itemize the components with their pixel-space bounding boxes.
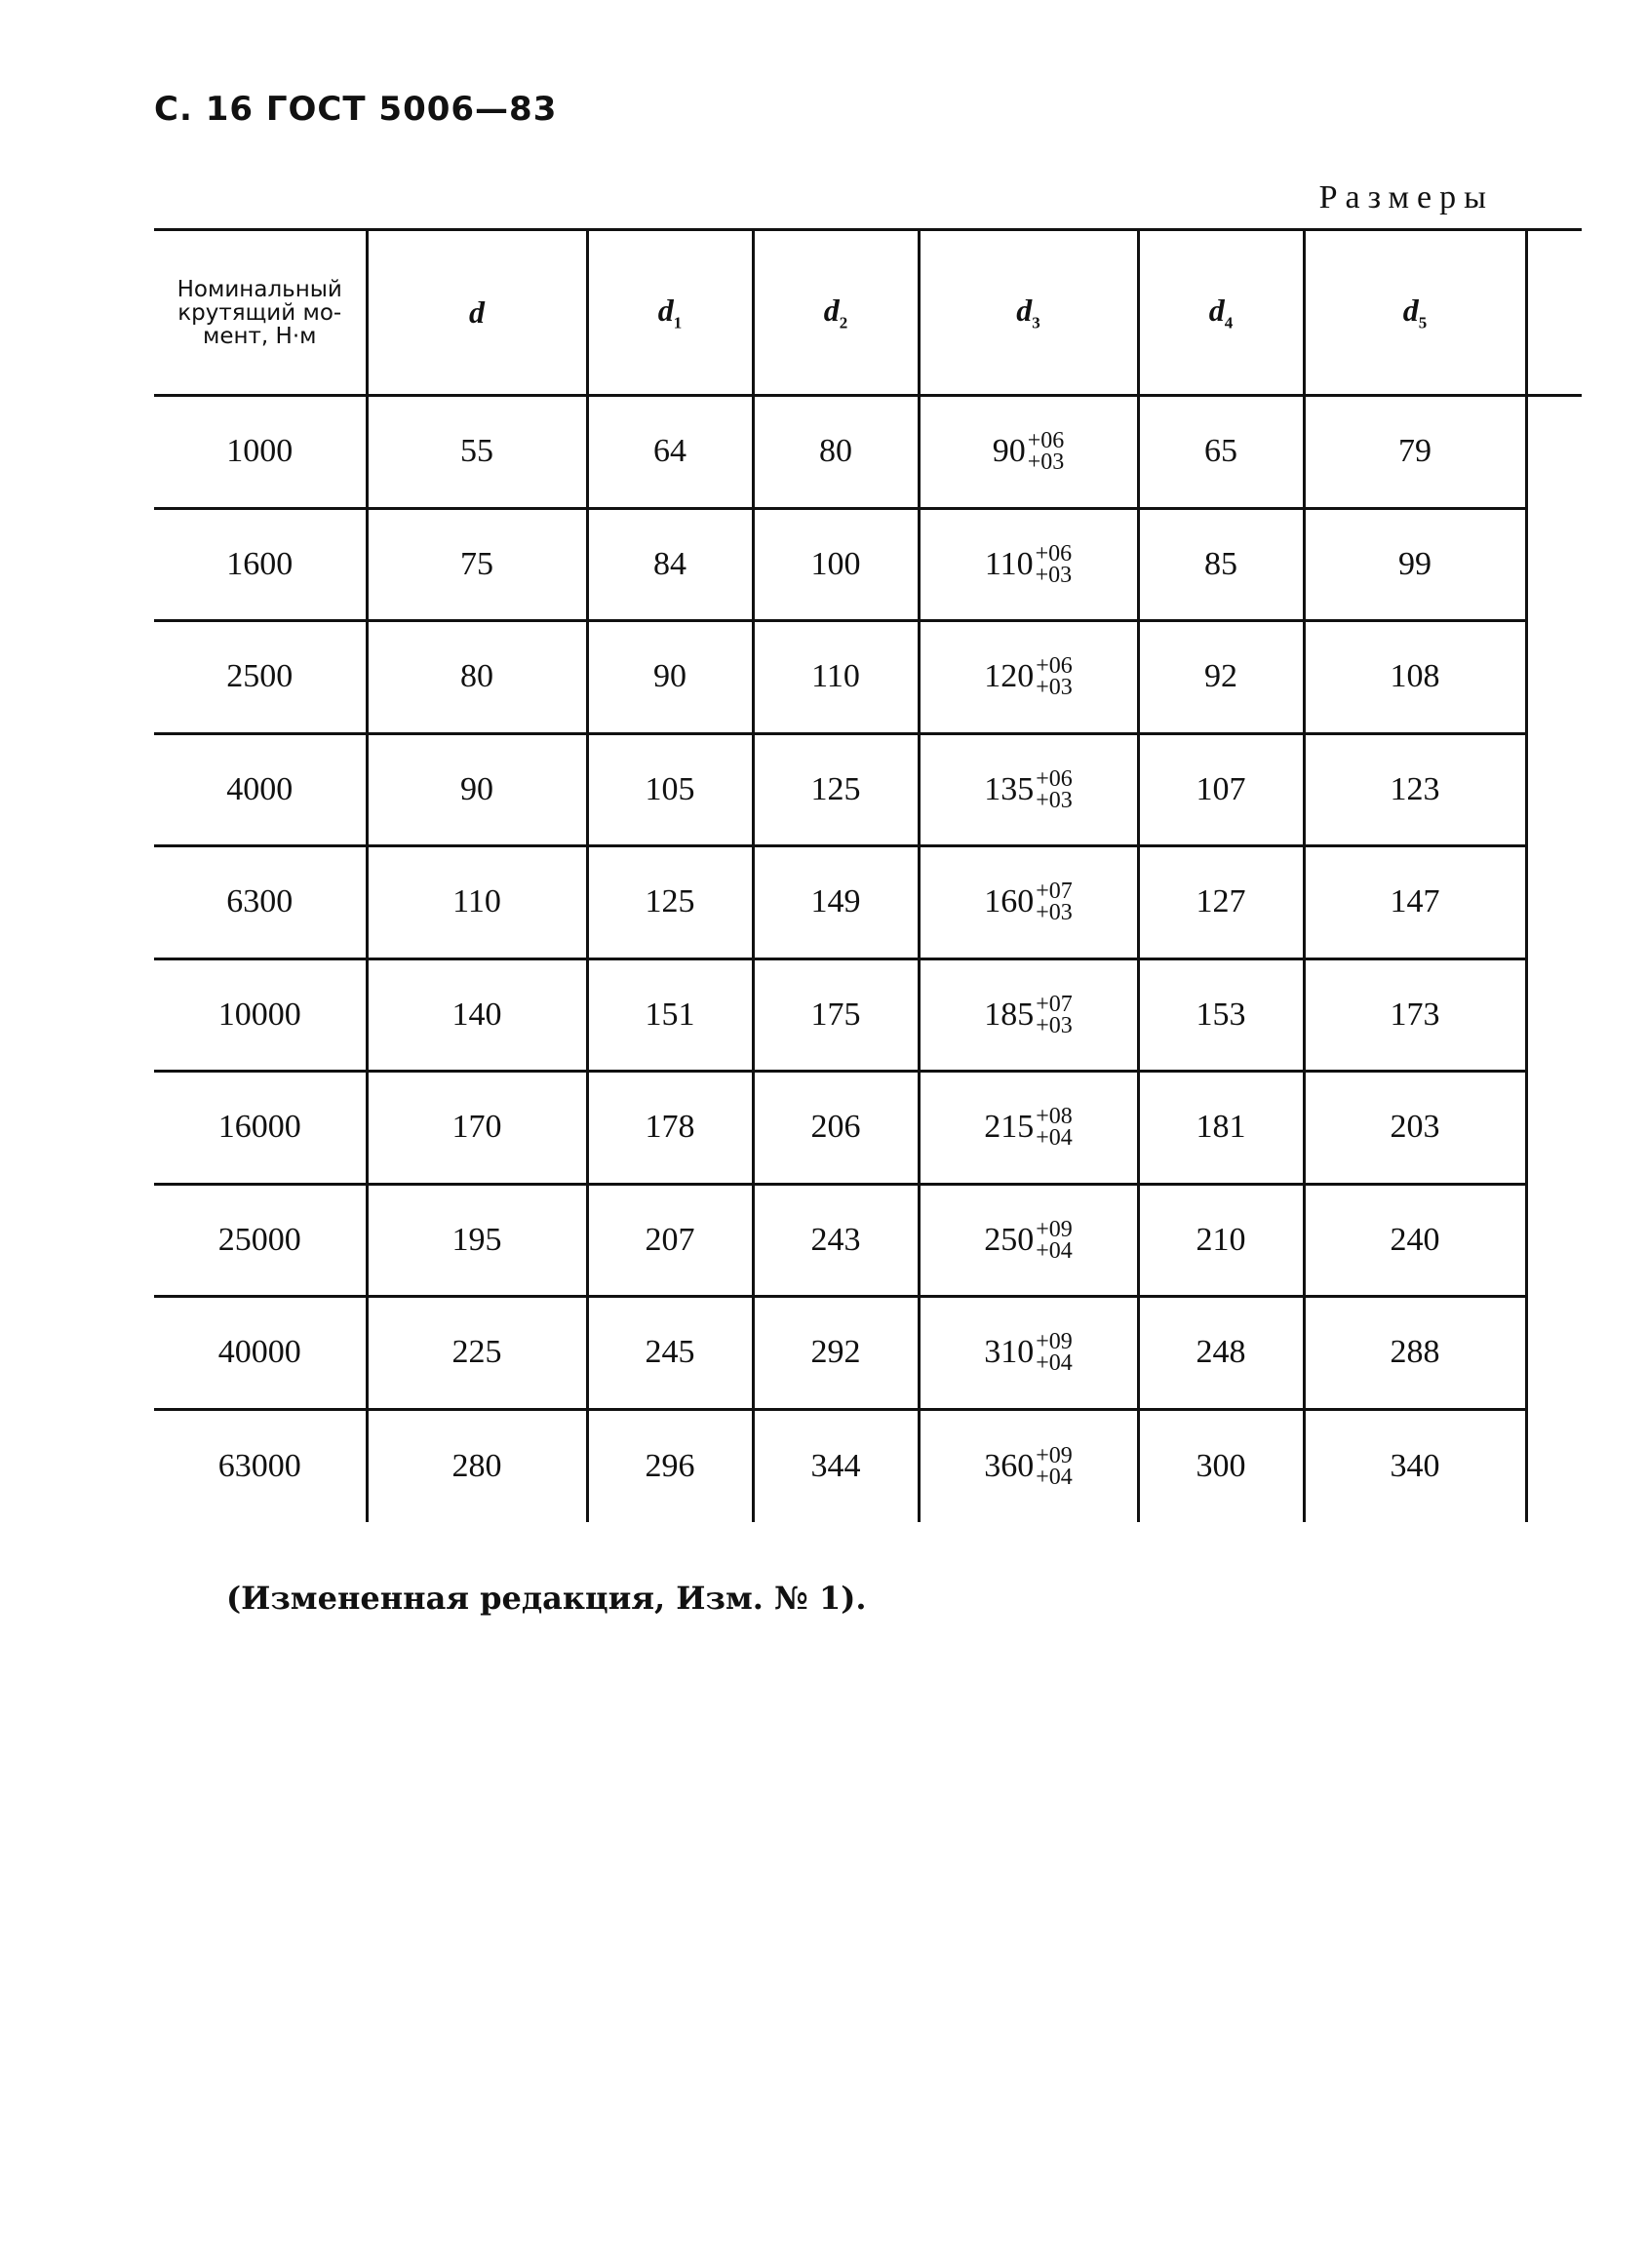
d3-value-with-tolerance: [984, 991, 1073, 1038]
header-d4-symbol: d: [1208, 292, 1225, 328]
header-d3-subscript: 3: [1032, 313, 1040, 332]
table-row: [154, 958, 1582, 1072]
cell-d2: 100: [753, 508, 919, 621]
d3-upper-deviation: +06: [1035, 540, 1073, 567]
cell-d1: 151: [587, 958, 753, 1072]
cell-d4: 107: [1138, 733, 1304, 846]
cell-d4: 85: [1138, 508, 1304, 621]
cell-d4: 127: [1138, 846, 1304, 959]
d3-value-with-tolerance: [984, 540, 1073, 588]
d3-upper-deviation: +06: [1036, 765, 1073, 792]
d3-tolerance: [1036, 765, 1073, 813]
cell-d3: [919, 396, 1138, 509]
cell-d2: 292: [753, 1297, 919, 1410]
cell-torque: 25000: [154, 1184, 367, 1297]
d3-base-value: 215: [984, 1109, 1035, 1146]
table-row: [154, 1297, 1582, 1410]
d3-tolerance: [1036, 1104, 1073, 1152]
d3-value-with-tolerance: [984, 1329, 1073, 1377]
header-d4: [1138, 230, 1304, 396]
cell-d5: 288: [1304, 1297, 1526, 1410]
d3-lower-deviation: +03: [1036, 675, 1073, 701]
cell-d5: 173: [1304, 958, 1526, 1072]
cell-d: 110: [367, 846, 587, 959]
header-d5-subscript: 5: [1418, 313, 1428, 332]
cell-torque: 10000: [154, 958, 367, 1072]
cell-d2: 243: [753, 1184, 919, 1297]
cell-d: 280: [367, 1409, 587, 1522]
cell-d2: 175: [753, 958, 919, 1072]
cell-torque: 1600: [154, 508, 367, 621]
blank-cell: [1526, 733, 1582, 846]
d3-base-value: 120: [984, 658, 1035, 695]
cell-d3: [919, 508, 1138, 621]
cell-d2: 206: [753, 1072, 919, 1185]
cell-d5: 123: [1304, 733, 1526, 846]
d3-value-with-tolerance: [984, 1216, 1073, 1264]
table-row: [154, 1184, 1582, 1297]
cell-d2: 125: [753, 733, 919, 846]
cell-d3: [919, 733, 1138, 846]
cell-d4: 248: [1138, 1297, 1304, 1410]
cell-d4: 92: [1138, 621, 1304, 734]
blank-cell: [1526, 508, 1582, 621]
d3-upper-deviation: +07: [1036, 879, 1073, 905]
cell-d5: 79: [1304, 396, 1526, 509]
d3-tolerance: [1036, 1216, 1073, 1264]
d3-upper-deviation: +06: [1027, 428, 1065, 454]
page-header: С. 16 ГОСТ 5006—83: [154, 90, 558, 129]
header-d: [367, 230, 587, 396]
cell-d4: 210: [1138, 1184, 1304, 1297]
cell-d: 80: [367, 621, 587, 734]
blank-cell: [1526, 1072, 1582, 1185]
header-nominal-torque: [154, 230, 367, 396]
blank-cell: [1526, 958, 1582, 1072]
d3-base-value: 360: [984, 1447, 1035, 1484]
blank-cell: [1526, 846, 1582, 959]
table-row: [154, 1072, 1582, 1185]
cell-d4: 65: [1138, 396, 1304, 509]
cell-d5: 99: [1304, 508, 1526, 621]
table-row: [154, 846, 1582, 959]
d3-value-with-tolerance: [984, 765, 1073, 813]
d3-tolerance: [1036, 1442, 1073, 1490]
table-row: [154, 1409, 1582, 1522]
cell-d: 225: [367, 1297, 587, 1410]
cell-torque: 1000: [154, 396, 367, 509]
header-blank-cell: [1526, 230, 1582, 396]
cell-d1: 64: [587, 396, 753, 509]
d3-tolerance: [1036, 1329, 1073, 1377]
table-row: [154, 508, 1582, 621]
cell-d2: 344: [753, 1409, 919, 1522]
d3-upper-deviation: +09: [1036, 1329, 1073, 1355]
cell-d3: [919, 846, 1138, 959]
cell-d5: 203: [1304, 1072, 1526, 1185]
d3-tolerance: [1027, 428, 1065, 476]
d3-upper-deviation: +09: [1036, 1216, 1073, 1242]
d3-lower-deviation: +04: [1036, 1237, 1073, 1264]
cell-d3: [919, 1184, 1138, 1297]
d3-base-value: 135: [984, 770, 1035, 807]
d3-tolerance: [1035, 540, 1073, 588]
table-body: [154, 396, 1582, 1522]
header-nominal-torque-line-2: крутящий мо-: [177, 299, 342, 326]
table-row: [154, 733, 1582, 846]
d3-lower-deviation: +04: [1036, 1350, 1073, 1377]
cell-d2: 110: [753, 621, 919, 734]
header-d5: [1304, 230, 1526, 396]
cell-d2: 149: [753, 846, 919, 959]
cell-d1: 296: [587, 1409, 753, 1522]
cell-d3: [919, 1297, 1138, 1410]
cell-d5: 108: [1304, 621, 1526, 734]
header-d2-symbol: d: [823, 292, 840, 328]
cell-torque: 16000: [154, 1072, 367, 1185]
header-d2: [753, 230, 919, 396]
d3-value-with-tolerance: [984, 879, 1073, 926]
header-d1-symbol: d: [657, 292, 674, 328]
header-d-symbol: d: [469, 294, 485, 330]
header-d1-subscript: 1: [673, 313, 683, 332]
cell-d: 140: [367, 958, 587, 1072]
d3-tolerance: [1036, 879, 1073, 926]
header-d5-symbol: d: [1402, 292, 1419, 328]
header-d1: [587, 230, 753, 396]
d3-lower-deviation: +03: [1027, 450, 1065, 476]
blank-cell: [1526, 1297, 1582, 1410]
cell-torque: 6300: [154, 846, 367, 959]
d3-base-value: 90: [992, 433, 1026, 470]
blank-cell: [1526, 1409, 1582, 1522]
cell-d: 90: [367, 733, 587, 846]
header-d3-symbol: d: [1016, 292, 1033, 328]
cell-d: 195: [367, 1184, 587, 1297]
cell-d4: 153: [1138, 958, 1304, 1072]
header-d3: [919, 230, 1138, 396]
cell-d5: 340: [1304, 1409, 1526, 1522]
cell-d1: 207: [587, 1184, 753, 1297]
d3-value-with-tolerance: [984, 1104, 1073, 1152]
cell-d1: 84: [587, 508, 753, 621]
cell-d1: 90: [587, 621, 753, 734]
cell-torque: 63000: [154, 1409, 367, 1522]
d3-base-value: 250: [984, 1221, 1035, 1258]
d3-lower-deviation: +04: [1036, 1125, 1073, 1152]
d3-lower-deviation: +03: [1036, 787, 1073, 813]
d3-upper-deviation: +06: [1036, 653, 1073, 680]
cell-torque: 4000: [154, 733, 367, 846]
edit-note: (Измененная редакция, Изм. № 1).: [226, 1580, 867, 1617]
cell-d1: 245: [587, 1297, 753, 1410]
cell-d3: [919, 1409, 1138, 1522]
dimensions-table-container: [154, 228, 1582, 1522]
header-d2-subscript: 2: [839, 313, 848, 332]
d3-base-value: 185: [984, 996, 1035, 1033]
d3-base-value: 160: [984, 883, 1035, 920]
d3-tolerance: [1036, 991, 1073, 1038]
cell-d3: [919, 621, 1138, 734]
d3-lower-deviation: +03: [1036, 1012, 1073, 1038]
blank-cell: [1526, 1184, 1582, 1297]
cell-d4: 181: [1138, 1072, 1304, 1185]
cell-d: 75: [367, 508, 587, 621]
cell-d5: 240: [1304, 1184, 1526, 1297]
d3-lower-deviation: +03: [1036, 900, 1073, 926]
blank-cell: [1526, 621, 1582, 734]
cell-d1: 125: [587, 846, 753, 959]
d3-base-value: 110: [984, 545, 1034, 582]
cell-d5: 147: [1304, 846, 1526, 959]
d3-lower-deviation: +04: [1036, 1464, 1073, 1490]
header-nominal-torque-line-3: мент, Н·м: [202, 323, 317, 349]
d3-upper-deviation: +08: [1036, 1104, 1073, 1130]
cell-d4: 300: [1138, 1409, 1304, 1522]
units-label: Размеры: [1318, 179, 1494, 215]
header-nominal-torque-line-1: Номинальный: [176, 276, 342, 302]
d3-tolerance: [1036, 653, 1073, 701]
d3-value-with-tolerance: [984, 653, 1073, 701]
blank-cell: [1526, 396, 1582, 509]
cell-torque: 2500: [154, 621, 367, 734]
cell-torque: 40000: [154, 1297, 367, 1410]
header-d4-subscript: 4: [1224, 313, 1234, 332]
cell-d2: 80: [753, 396, 919, 509]
cell-d: 170: [367, 1072, 587, 1185]
d3-value-with-tolerance: [992, 428, 1065, 476]
cell-d3: [919, 1072, 1138, 1185]
dimensions-table: [154, 228, 1582, 1522]
table-row: [154, 396, 1582, 509]
table-row: [154, 621, 1582, 734]
d3-lower-deviation: +03: [1035, 562, 1073, 588]
d3-value-with-tolerance: [984, 1442, 1073, 1490]
d3-upper-deviation: +09: [1036, 1442, 1073, 1468]
cell-d3: [919, 958, 1138, 1072]
cell-d: 55: [367, 396, 587, 509]
d3-base-value: 310: [984, 1334, 1035, 1371]
d3-upper-deviation: +07: [1036, 991, 1073, 1017]
table-header-row: [154, 230, 1582, 396]
cell-d1: 178: [587, 1072, 753, 1185]
cell-d1: 105: [587, 733, 753, 846]
